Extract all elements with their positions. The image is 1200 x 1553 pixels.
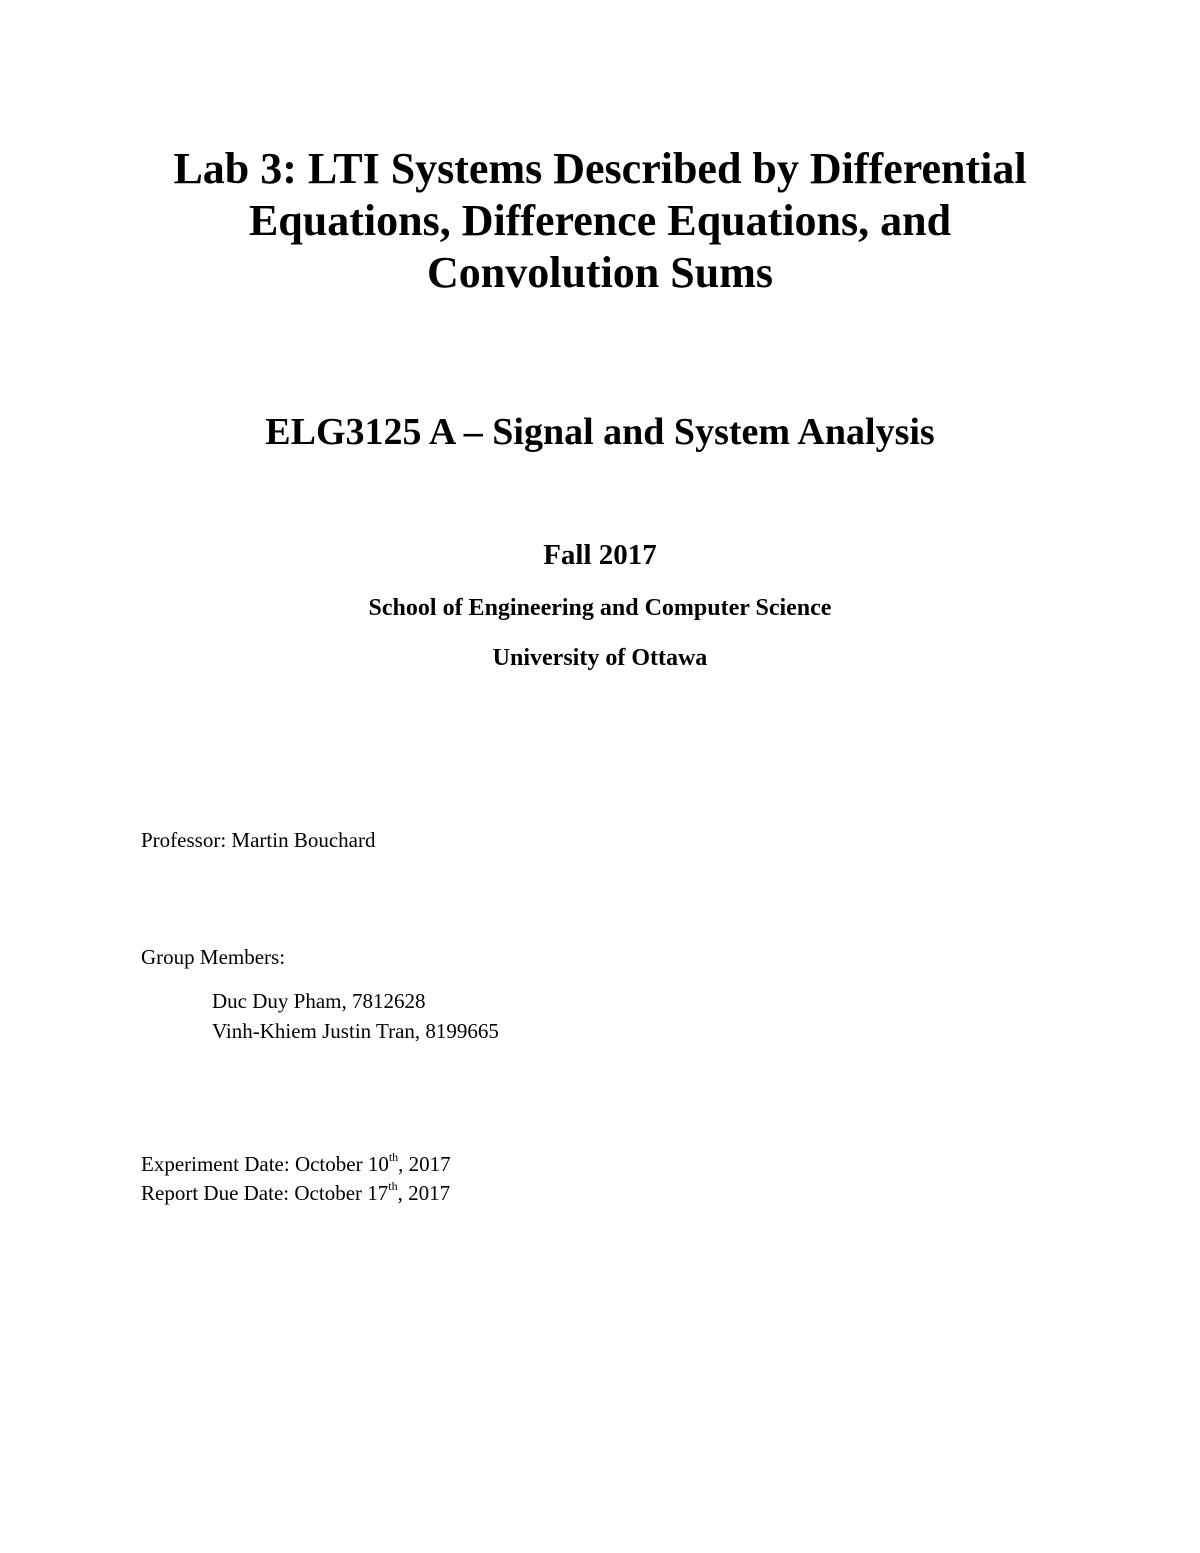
title-line-3: Convolution Sums: [426, 248, 773, 297]
due-date-text: Report Due Date: October 17: [141, 1181, 389, 1205]
title-line-1: Lab 3: LTI Systems Described by Differential: [173, 144, 1027, 193]
term: Fall 2017: [543, 539, 657, 571]
professor-line: Professor: Martin Bouchard: [141, 828, 376, 852]
ordinal-suffix: th: [388, 1150, 399, 1164]
group-member: Duc Duy Pham, 7812628: [212, 989, 426, 1013]
ordinal-suffix: th: [388, 1179, 398, 1193]
experiment-date-text: Experiment Date: October 10: [141, 1152, 389, 1176]
title-line-2: Equations, Difference Equations, and: [248, 196, 952, 245]
group-member: Vinh-Khiem Justin Tran, 8199665: [212, 1019, 499, 1043]
university-name: University of Ottawa: [492, 645, 708, 671]
course-title: ELG3125 A – Signal and System Analysis: [265, 411, 935, 453]
due-date-year: , 2017: [397, 1181, 451, 1205]
school-name: School of Engineering and Computer Science: [368, 595, 832, 621]
group-members-label: Group Members:: [141, 945, 286, 969]
report-title: [0, 143, 1200, 299]
experiment-date-year: , 2017: [398, 1152, 451, 1176]
report-due-date: [141, 1179, 450, 1207]
experiment-date: [141, 1150, 451, 1178]
